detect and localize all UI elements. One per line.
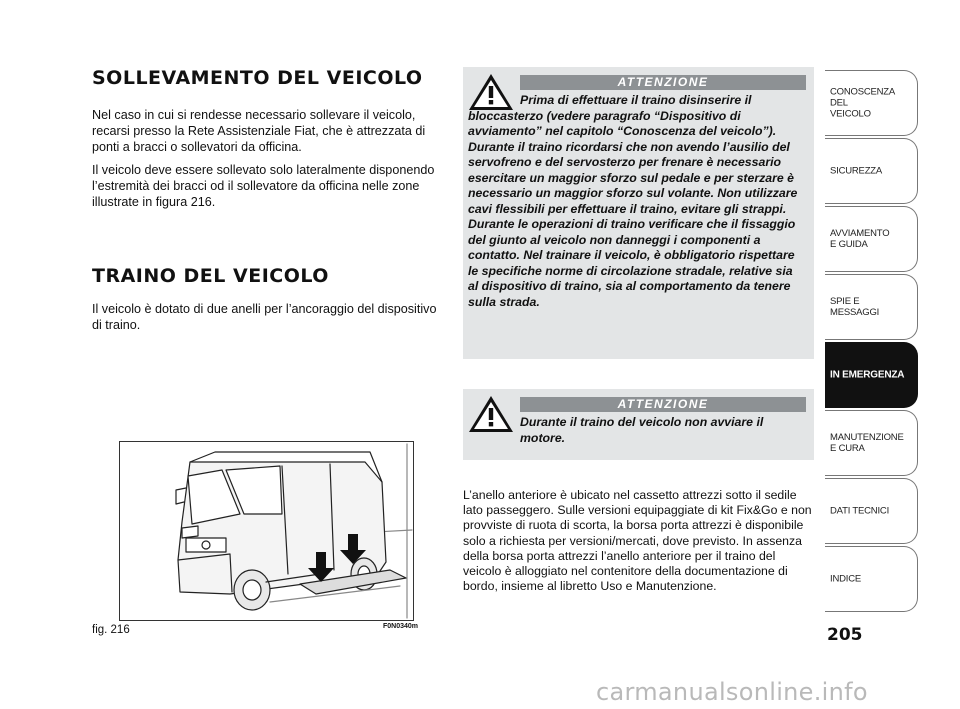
- chapter-tab-indice[interactable]: INDICE: [825, 546, 918, 612]
- warning-box-1: [463, 67, 814, 359]
- chapter-tab-spie[interactable]: SPIE E MESSAGGI: [825, 274, 918, 340]
- chapter-tab-sicurezza[interactable]: SICUREZZA: [825, 138, 918, 204]
- chapter-tab-conoscenza[interactable]: CONOSCENZA DEL VEICOLO: [825, 70, 918, 136]
- chapter-tab-dati-tecnici[interactable]: DATI TECNICI: [825, 478, 918, 544]
- warning-label: ATTENZIONE: [520, 75, 806, 90]
- anello-anteriore-para: L’anello anteriore è ubicato nel cassetto attrezzi sotto il sedile lato passeggero. Sulle versioni equipaggiate di kit Fix&Go e non provviste di ruota di scorta, la borsa porta attrezzi è disponibile solo a richiesta per versioni/mercati, dove previsto. In assenza della borsa porta attrezzi l’anello anteriore per il traino del veicolo è alloggiato nel contenitore della documentazione di bordo, insieme al libretto Uso e Manutenzione.: [463, 488, 812, 594]
- chapter-tab-avviamento[interactable]: AVVIAMENTO E GUIDA: [825, 206, 918, 272]
- figure-code: F0N0340m: [383, 623, 419, 630]
- watermark: carmanualsonline.info: [596, 678, 868, 706]
- figure-label: fig. 216: [92, 624, 130, 636]
- figure-216: [119, 441, 414, 621]
- section-title-sollevamento: SOLLEVAMENTO DEL VEICOLO: [92, 67, 423, 89]
- warning-text: Durante il traino del veicolo non avviare il motore.: [520, 415, 764, 445]
- page-number: 205: [827, 625, 863, 645]
- section-title-traino: TRAINO DEL VEICOLO: [92, 265, 329, 287]
- warning-text: Prima di effettuare il traino disinserire il bloccasterzo (vedere paragrafo “Dispositivo di avviamento” nel capitolo “Conoscenza del veicolo”). Durante il traino ricordarsi che non avendo l’ausilio del servofreno e del servosterzo per frenare è necessario esercitare un maggior sforzo sul pedale e per sterzare è necessario un maggior sforzo sul volante. Non utilizzare cavi flessibili per effettuare il traino, evitare gli strappi. Durante le operazioni di traino verificare che il fissaggio del giunto al veicolo non danneggi i componenti a contatto. Nel trainare il veicolo, è obbligatorio rispettare le specifiche norme di circolazione stradale, relative sia al dispositivo di traino, sia al comportamento da tenere sulla strada.: [468, 93, 798, 309]
- chapter-tab-in-emergenza[interactable]: IN EMERGENZA: [825, 342, 918, 408]
- van-illustration: [120, 442, 413, 620]
- sollevamento-para-1: Nel caso in cui si rendesse necessario sollevare il veicolo, recarsi presso la Rete Assistenziale Fiat, che è attrezzata di ponti a bracci o sollevatori da officina.: [92, 108, 426, 154]
- warning-label: ATTENZIONE: [520, 397, 806, 412]
- chapter-tab-manutenzione[interactable]: MANUTENZIONE E CURA: [825, 410, 918, 476]
- traino-para-1: Il veicolo è dotato di due anelli per l’ancoraggio del dispositivo di traino.: [92, 302, 437, 332]
- warning-box-2: [463, 389, 814, 460]
- sollevamento-para-2: Il veicolo deve essere sollevato solo lateralmente disponendo l’estremità dei bracci od il sollevatore da officina nelle zone illustrate in figura 216.: [92, 163, 435, 209]
